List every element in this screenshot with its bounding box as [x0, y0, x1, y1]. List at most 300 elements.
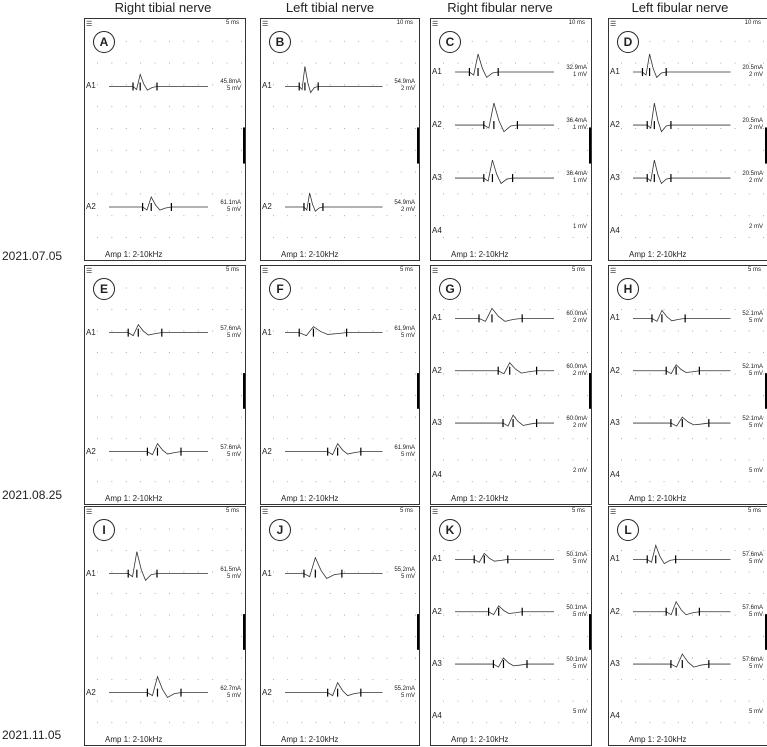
- grid-dot: [358, 593, 359, 594]
- grid-dot: [515, 615, 516, 616]
- menu-icon: ☰: [86, 21, 92, 28]
- grid-dot: [735, 395, 736, 396]
- grid-dot: [316, 374, 317, 375]
- grid-dot: [678, 679, 679, 680]
- grid-dot: [287, 417, 288, 418]
- grid-dot: [720, 593, 721, 594]
- grid-dot: [241, 550, 242, 551]
- trace-readout: [191, 326, 241, 340]
- grid-dot: [316, 63, 317, 64]
- grid-dot: [678, 106, 679, 107]
- grid-dot: [126, 331, 127, 332]
- grid-dot: [344, 636, 345, 637]
- grid-dot: [198, 658, 199, 659]
- grid-dot: [387, 593, 388, 594]
- date-label-row-3: 2021.11.05: [2, 728, 62, 742]
- grid-dot: [241, 237, 242, 238]
- grid-dot: [198, 128, 199, 129]
- grid-dot: [587, 417, 588, 418]
- grid-dot: [97, 128, 98, 129]
- grid-dot: [140, 352, 141, 353]
- sensitivity-label: 2 mV: [572, 318, 587, 325]
- grid-dot: [241, 41, 242, 42]
- grid-dot: [183, 438, 184, 439]
- grid-dot: [372, 150, 373, 151]
- grid-dot: [515, 679, 516, 680]
- grid-dot: [515, 309, 516, 310]
- grid-dot: [330, 106, 331, 107]
- grid-dot: [155, 352, 156, 353]
- grid-dot: [198, 374, 199, 375]
- grid-dot: [126, 417, 127, 418]
- grid-dot: [457, 237, 458, 238]
- grid-dot: [558, 193, 559, 194]
- sensitivity-label: 5 mV: [748, 709, 763, 716]
- grid-dot: [169, 84, 170, 85]
- grid-dot: [621, 150, 622, 151]
- grid-dot: [227, 215, 228, 216]
- grid-dot: [227, 288, 228, 289]
- grid-dot: [183, 615, 184, 616]
- grid-dot: [544, 636, 545, 637]
- grid-dot: [706, 41, 707, 42]
- menu-icon: ☰: [432, 21, 438, 28]
- emg-panel-l: [608, 506, 767, 746]
- grid-dot: [330, 636, 331, 637]
- grid-dot: [241, 215, 242, 216]
- grid-dot: [358, 701, 359, 702]
- grid-dot: [501, 237, 502, 238]
- grid-dot: [344, 128, 345, 129]
- sensitivity-label: 5 mV: [226, 332, 241, 339]
- grid-dot: [401, 679, 402, 680]
- trace-label: A2: [262, 687, 272, 697]
- grid-dot: [273, 374, 274, 375]
- grid-dot: [443, 572, 444, 573]
- emg-panel-g: [430, 265, 592, 505]
- waveform-plot: [261, 19, 419, 260]
- grid-dot: [155, 215, 156, 216]
- grid-dot: [692, 288, 693, 289]
- trace-readout: [537, 171, 587, 185]
- grid-dot: [401, 128, 402, 129]
- grid-dot: [587, 331, 588, 332]
- grid-dot: [372, 193, 373, 194]
- grid-dot: [111, 352, 112, 353]
- grid-dot: [344, 84, 345, 85]
- grid-dot: [587, 237, 588, 238]
- grid-dot: [472, 529, 473, 530]
- stimulus-current: 57.6mA: [220, 444, 241, 451]
- grid-dot: [692, 193, 693, 194]
- grid-dot: [169, 288, 170, 289]
- grid-dot: [443, 106, 444, 107]
- stimulus-current: 57.6mA: [742, 657, 763, 664]
- grid-dot: [301, 395, 302, 396]
- grid-dot: [486, 636, 487, 637]
- grid-dot: [301, 636, 302, 637]
- sensitivity-label: 5 mV: [226, 692, 241, 699]
- grid-dot: [749, 701, 750, 702]
- trace-readout: [537, 468, 587, 475]
- grid-dot: [387, 193, 388, 194]
- grid-dot: [515, 193, 516, 194]
- stimulus-current: 55.2mA: [394, 685, 415, 692]
- grid-dot: [486, 572, 487, 573]
- grid-dot: [330, 593, 331, 594]
- grid-dot: [649, 701, 650, 702]
- grid-dot: [678, 331, 679, 332]
- trace-label: A2: [86, 201, 96, 211]
- grid-dot: [621, 572, 622, 573]
- grid-dot: [649, 529, 650, 530]
- grid-dot: [573, 309, 574, 310]
- grid-dot: [330, 352, 331, 353]
- trace-readout: [537, 311, 587, 325]
- column-title-left-fibular: Left fibular nerve: [631, 0, 729, 15]
- grid-dot: [664, 215, 665, 216]
- grid-dot: [126, 572, 127, 573]
- sensitivity-label: 2 mV: [572, 468, 587, 475]
- grid-dot: [692, 438, 693, 439]
- grid-dot: [735, 331, 736, 332]
- grid-dot: [183, 550, 184, 551]
- grid-dot: [227, 438, 228, 439]
- grid-dot: [735, 106, 736, 107]
- timebase-label: 10 ms: [568, 20, 585, 26]
- waveform-plot: [85, 507, 245, 745]
- grid-dot: [763, 331, 764, 332]
- grid-dot: [126, 529, 127, 530]
- stimulus-current: 50.1mA: [566, 604, 587, 611]
- grid-dot: [227, 63, 228, 64]
- grid-dot: [169, 193, 170, 194]
- grid-dot: [706, 374, 707, 375]
- sensitivity-label: 5 mV: [226, 86, 241, 93]
- grid-dot: [573, 63, 574, 64]
- grid-dot: [140, 395, 141, 396]
- grid-dot: [457, 615, 458, 616]
- grid-dot: [649, 84, 650, 85]
- grid-dot: [720, 150, 721, 151]
- grid-dot: [169, 352, 170, 353]
- timebase-label: 5 ms: [399, 267, 413, 273]
- trace-label: A4: [610, 226, 620, 236]
- grid-dot: [111, 701, 112, 702]
- grid-dot: [692, 701, 693, 702]
- grid-dot: [558, 237, 559, 238]
- stimulus-current: 52.1mA: [742, 311, 763, 318]
- grid-dot: [635, 172, 636, 173]
- grid-dot: [344, 288, 345, 289]
- trace-readout: [537, 605, 587, 619]
- grid-dot: [126, 615, 127, 616]
- grid-dot: [415, 288, 416, 289]
- grid-dot: [486, 128, 487, 129]
- grid-dot: [344, 438, 345, 439]
- grid-dot: [529, 550, 530, 551]
- grid-dot: [472, 636, 473, 637]
- grid-dot: [664, 417, 665, 418]
- grid-dot: [330, 84, 331, 85]
- grid-dot: [635, 481, 636, 482]
- grid-dot: [344, 658, 345, 659]
- grid-dot: [706, 460, 707, 461]
- grid-dot: [457, 309, 458, 310]
- grid-dot: [401, 374, 402, 375]
- grid-dot: [457, 63, 458, 64]
- grid-dot: [735, 722, 736, 723]
- panel-letter: H: [617, 278, 639, 300]
- amplifier-filter-label: Amp 1: 2-10kHz: [629, 494, 687, 503]
- grid-dot: [443, 395, 444, 396]
- grid-dot: [358, 331, 359, 332]
- grid-dot: [529, 63, 530, 64]
- grid-dot: [635, 701, 636, 702]
- sensitivity-label: 1 mV: [572, 224, 587, 231]
- trace-label: A2: [86, 687, 96, 697]
- grid-dot: [706, 593, 707, 594]
- grid-dot: [344, 722, 345, 723]
- grid-dot: [635, 417, 636, 418]
- grid-dot: [678, 438, 679, 439]
- grid-dot: [212, 529, 213, 530]
- grid-dot: [212, 722, 213, 723]
- stimulus-current: 61.5mA: [220, 566, 241, 573]
- grid-dot: [501, 572, 502, 573]
- grid-dot: [558, 593, 559, 594]
- grid-dot: [344, 374, 345, 375]
- grid-dot: [515, 460, 516, 461]
- grid-dot: [501, 106, 502, 107]
- grid-dot: [241, 572, 242, 573]
- grid-dot: [415, 215, 416, 216]
- grid-dot: [372, 417, 373, 418]
- grid-dot: [401, 701, 402, 702]
- grid-dot: [316, 288, 317, 289]
- grid-dot: [183, 331, 184, 332]
- grid-dot: [649, 352, 650, 353]
- grid-dot: [198, 288, 199, 289]
- grid-dot: [486, 593, 487, 594]
- grid-dot: [544, 701, 545, 702]
- grid-dot: [587, 63, 588, 64]
- grid-dot: [649, 150, 650, 151]
- grid-dot: [664, 63, 665, 64]
- grid-dot: [183, 237, 184, 238]
- grid-dot: [664, 460, 665, 461]
- grid-dot: [649, 331, 650, 332]
- grid-dot: [735, 309, 736, 310]
- grid-dot: [273, 701, 274, 702]
- grid-dot: [287, 128, 288, 129]
- grid-dot: [558, 572, 559, 573]
- grid-dot: [111, 128, 112, 129]
- grid-dot: [649, 438, 650, 439]
- grid-dot: [415, 550, 416, 551]
- timebase-label: 5 ms: [225, 20, 239, 26]
- grid-dot: [763, 679, 764, 680]
- column-title-right-tibial: Right tibial nerve: [114, 0, 212, 15]
- sensitivity-label: 5 mV: [748, 370, 763, 377]
- grid-dot: [529, 722, 530, 723]
- grid-dot: [273, 63, 274, 64]
- grid-dot: [621, 331, 622, 332]
- grid-dot: [558, 550, 559, 551]
- grid-dot: [587, 193, 588, 194]
- grid-dot: [664, 352, 665, 353]
- grid-dot: [183, 106, 184, 107]
- menu-icon: ☰: [262, 268, 268, 275]
- grid-dot: [415, 438, 416, 439]
- grid-dot: [621, 701, 622, 702]
- grid-dot: [330, 572, 331, 573]
- grid-dot: [544, 193, 545, 194]
- grid-dot: [529, 460, 530, 461]
- grid-dot: [678, 529, 679, 530]
- grid-dot: [415, 529, 416, 530]
- grid-dot: [763, 593, 764, 594]
- grid-dot: [241, 636, 242, 637]
- stimulus-current: 57.6mA: [220, 325, 241, 332]
- grid-dot: [183, 41, 184, 42]
- grid-dot: [97, 679, 98, 680]
- grid-dot: [241, 460, 242, 461]
- grid-dot: [198, 593, 199, 594]
- stimulus-current: 61.9mA: [394, 325, 415, 332]
- grid-dot: [344, 193, 345, 194]
- grid-dot: [415, 172, 416, 173]
- grid-dot: [301, 460, 302, 461]
- grid-dot: [387, 460, 388, 461]
- trace-label: A4: [610, 470, 620, 480]
- grid-dot: [358, 572, 359, 573]
- grid-dot: [387, 309, 388, 310]
- grid-dot: [706, 331, 707, 332]
- grid-dot: [169, 106, 170, 107]
- grid-dot: [97, 352, 98, 353]
- grid-dot: [692, 417, 693, 418]
- trace-label: A2: [262, 446, 272, 456]
- grid-dot: [529, 150, 530, 151]
- grid-dot: [212, 215, 213, 216]
- grid-dot: [515, 215, 516, 216]
- grid-dot: [749, 636, 750, 637]
- grid-dot: [749, 481, 750, 482]
- stimulus-current: 20.5mA: [742, 171, 763, 178]
- grid-dot: [358, 352, 359, 353]
- grid-dot: [140, 593, 141, 594]
- grid-dot: [529, 331, 530, 332]
- grid-dot: [227, 193, 228, 194]
- grid-dot: [155, 128, 156, 129]
- grid-dot: [529, 215, 530, 216]
- grid-dot: [287, 63, 288, 64]
- grid-dot: [621, 550, 622, 551]
- grid-dot: [111, 550, 112, 551]
- grid-dot: [749, 41, 750, 42]
- grid-dot: [155, 374, 156, 375]
- grid-dot: [720, 106, 721, 107]
- grid-dot: [706, 658, 707, 659]
- grid-dot: [401, 438, 402, 439]
- grid-dot: [544, 63, 545, 64]
- grid-dot: [621, 63, 622, 64]
- amplifier-filter-label: Amp 1: 2-10kHz: [281, 735, 339, 744]
- trace-label: A4: [432, 470, 442, 480]
- sensitivity-label: 5 mV: [572, 664, 587, 671]
- grid-dot: [692, 128, 693, 129]
- grid-dot: [330, 395, 331, 396]
- grid-dot: [344, 593, 345, 594]
- grid-dot: [273, 106, 274, 107]
- grid-dot: [706, 438, 707, 439]
- grid-dot: [720, 701, 721, 702]
- grid-dot: [198, 309, 199, 310]
- grid-dot: [183, 481, 184, 482]
- grid-dot: [212, 593, 213, 594]
- grid-dot: [649, 615, 650, 616]
- grid-dot: [330, 41, 331, 42]
- grid-dot: [183, 288, 184, 289]
- grid-dot: [749, 331, 750, 332]
- grid-dot: [344, 237, 345, 238]
- grid-dot: [457, 572, 458, 573]
- grid-dot: [457, 331, 458, 332]
- grid-dot: [111, 438, 112, 439]
- grid-dot: [501, 615, 502, 616]
- grid-dot: [155, 395, 156, 396]
- grid-dot: [763, 658, 764, 659]
- grid-dot: [273, 352, 274, 353]
- grid-dot: [387, 481, 388, 482]
- grid-dot: [587, 481, 588, 482]
- grid-dot: [544, 288, 545, 289]
- panel-letter: D: [617, 31, 639, 53]
- grid-dot: [344, 615, 345, 616]
- grid-dot: [573, 460, 574, 461]
- grid-dot: [183, 636, 184, 637]
- grid-dot: [241, 106, 242, 107]
- grid-dot: [212, 41, 213, 42]
- grid-dot: [544, 41, 545, 42]
- grid-dot: [316, 172, 317, 173]
- grid-dot: [664, 722, 665, 723]
- grid-dot: [706, 615, 707, 616]
- grid-dot: [316, 150, 317, 151]
- grid-dot: [155, 679, 156, 680]
- grid-dot: [183, 193, 184, 194]
- grid-dot: [544, 331, 545, 332]
- grid-dot: [401, 481, 402, 482]
- grid-dot: [372, 309, 373, 310]
- grid-dot: [621, 193, 622, 194]
- grid-dot: [169, 63, 170, 64]
- grid-dot: [443, 215, 444, 216]
- grid-dot: [573, 679, 574, 680]
- grid-dot: [212, 172, 213, 173]
- grid-dot: [183, 701, 184, 702]
- grid-dot: [558, 701, 559, 702]
- trace-label: A2: [610, 365, 620, 375]
- sensitivity-label: 2 mV: [748, 224, 763, 231]
- grid-dot: [301, 84, 302, 85]
- grid-dot: [472, 658, 473, 659]
- grid-dot: [344, 481, 345, 482]
- grid-dot: [457, 593, 458, 594]
- grid-dot: [457, 417, 458, 418]
- grid-dot: [443, 331, 444, 332]
